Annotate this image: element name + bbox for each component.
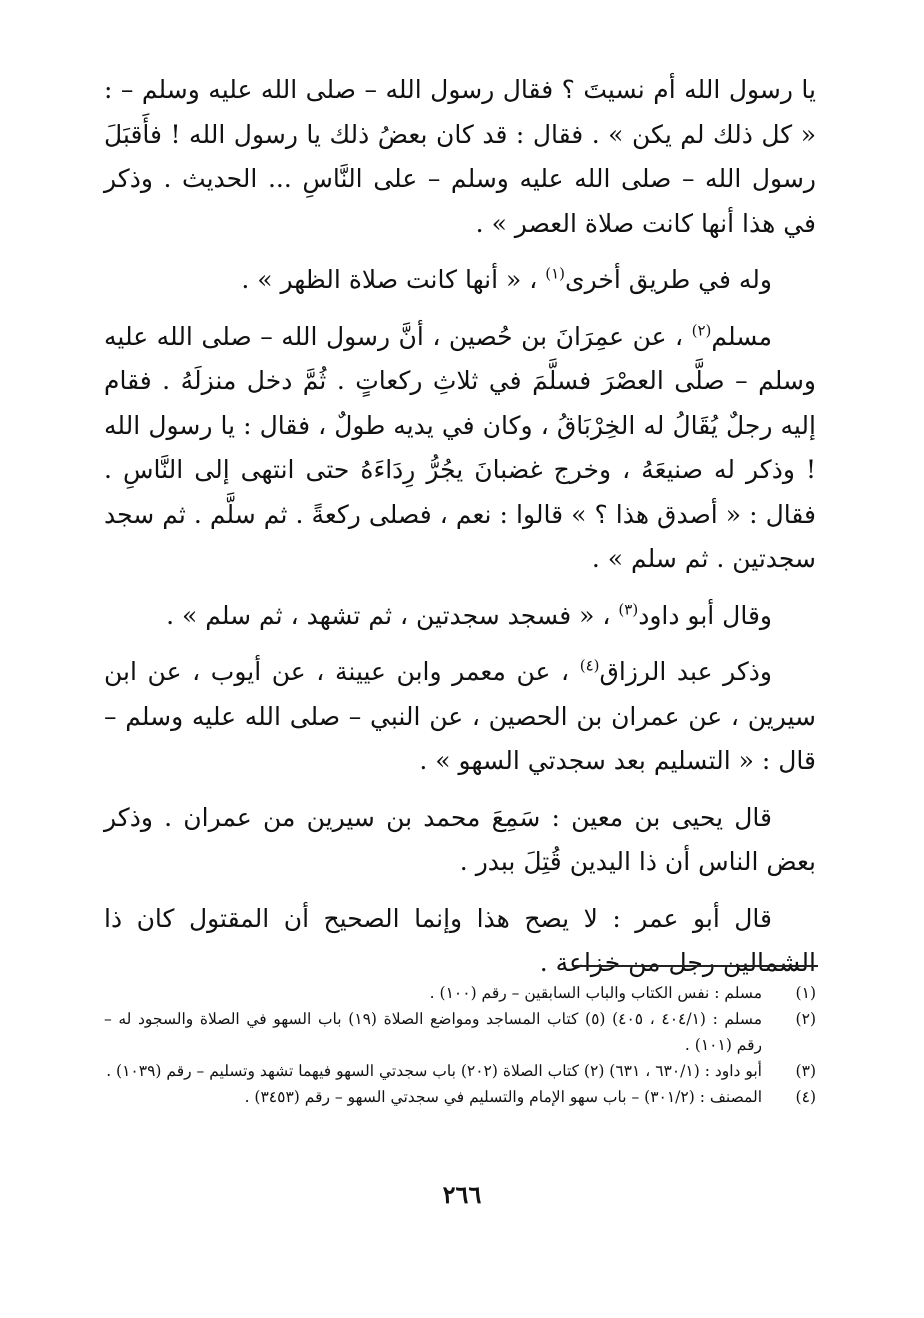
- paragraph-3: [104, 315, 816, 582]
- footnote-text: مسلم : نفس الكتاب والباب السابقين – رقم (١٠٠) .: [429, 984, 762, 1002]
- footnote-text: المصنف : (٣٠١/٢) – باب سهو الإمام والتسليم في سجدتي السهو – رقم (٣٤٥٣) .: [244, 1088, 762, 1106]
- paragraph-text: وله في طريق أخرى: [565, 265, 772, 294]
- footnote-ref[interactable]: (٢): [691, 321, 712, 340]
- footnote-1: [104, 980, 816, 1006]
- paragraph-text: قال يحيى بن معين : سَمِعَ محمد بن سيرين من عمران . وذكر بعض الناس أن ذا اليدين قُتِلَ ببدر .: [104, 802, 816, 876]
- paragraph-text: مسلم: [711, 321, 772, 351]
- footnote-2: [104, 1006, 816, 1058]
- footnote-text: مسلم : (٤٠٤/١ ، ٤٠٥) (٥) كتاب المساجد ومواضع الصلاة (١٩) باب السهو في الصلاة والسجود له – رقم (١٠١) .: [104, 1010, 762, 1054]
- paragraph-2: [104, 258, 816, 303]
- footnotes: [104, 980, 816, 1110]
- paragraph-text: قال أبو عمر : لا يصح هذا وإنما الصحيح أن المقتول كان ذا الشمالين رجل من خزاعة .: [104, 903, 816, 977]
- footnote-ref[interactable]: (٤): [579, 656, 600, 675]
- paragraph-1: [104, 68, 816, 246]
- footnote-number: (١): [795, 984, 816, 1002]
- footnote-number: (٢): [795, 1010, 816, 1028]
- paragraph-text: ، عن معمر وابن عيينة ، عن أيوب ، عن ابن سيرين ، عن عمران بن الحصين ، عن النبي – صلى الله عليه وسلم – قال : « التسليم بعد سجدتي السهو » .: [104, 657, 816, 775]
- main-text: [104, 68, 816, 986]
- paragraph-5: [104, 650, 816, 784]
- footnote-ref[interactable]: (٣): [618, 600, 639, 619]
- footnote-4: [104, 1084, 816, 1110]
- paragraph-text: وذكر عبد الرزاق: [599, 657, 772, 686]
- footnote-3: [104, 1058, 816, 1084]
- paragraph-4: [104, 594, 816, 639]
- paragraph-6: [104, 796, 816, 885]
- paragraph-text: ، « أنها كانت صلاة الظهر » .: [241, 265, 546, 294]
- footnote-divider: [574, 965, 818, 967]
- footnote-number: (٤): [795, 1088, 816, 1106]
- paragraph-text: ، عن عمِرَانَ بن حُصين ، أنَّ رسول الله – صلى الله عليه وسلم – صلَّى العصْرَ فسلَّمَ في ثلاثِ ركعاتٍ . ثُمَّ دخل منزلَهُ . فقام إليه رجلٌ يُقَالُ له الخِرْبَاقُ ، وكان في يديه طولٌ ، فقال : يا رسول الله ! وذكر له صنيعَهُ ، وخرج غضبانَ يجُرُّ رِدَاءَهُ حتى انتهى إلى النَّاسِ . فقال : « أصدق هذا ؟ » قالوا : نعم ، فصلى ركعةً . ثم سلَّم . ثم سجد سجدتين . ثم سلم » .: [104, 321, 816, 573]
- paragraph-text: ، « فسجد سجدتين ، ثم تشهد ، ثم سلم » .: [166, 600, 619, 630]
- paragraph-7: [104, 897, 816, 986]
- paragraph-text: يا رسول الله أم نسيتَ ؟ فقال رسول الله – صلى الله عليه وسلم – : « كل ذلك لم يكن » . فقال : قد كان بعضُ ذلك يا رسول الله ! فأَقبَلَ رسول الله – صلى الله عليه وسلم – على النَّاسِ ... الحديث . وذكر في هذا أنها كانت صلاة العصر » .: [104, 75, 816, 238]
- page-number: ٢٦٦: [442, 1180, 482, 1209]
- paragraph-text: وقال أبو داود: [638, 600, 772, 630]
- footnote-number: (٣): [795, 1062, 816, 1080]
- footnote-text: أبو داود : (٦٣٠/١ ، ٦٣١) (٢) كتاب الصلاة (٢٠٢) باب سجدتي السهو فيهما تشهد وتسليم – رقم (١٠٣٩) .: [106, 1062, 762, 1080]
- footnote-ref[interactable]: (١): [545, 264, 566, 283]
